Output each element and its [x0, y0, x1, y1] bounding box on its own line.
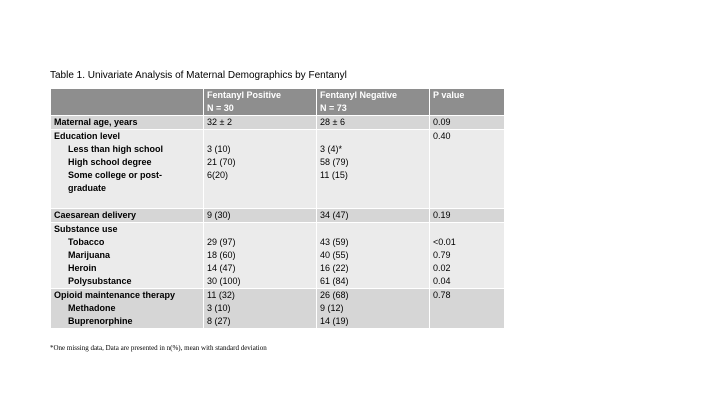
sub-label: Some college or post-graduate — [68, 170, 163, 193]
sub-label: Less than high school — [68, 144, 164, 154]
cell-positive: 3 (10) 21 (70) 6(20) — [204, 130, 317, 209]
header-fentanyl-negative — [317, 89, 430, 116]
table-footnote: *One missing data, Data are presented in n(%), mean with standard deviation — [50, 344, 267, 352]
cell-positive: 9 (30) — [204, 209, 317, 223]
row-label: Maternal age, years — [51, 116, 204, 130]
cell-p-value: 0.40 — [430, 130, 505, 209]
header-fentanyl-positive-n: N = 30 — [207, 103, 234, 113]
table-row-maternal-age — [51, 116, 505, 130]
cell-negative: 26 (68) 9 (12) 14 (19) — [317, 289, 430, 329]
row-label: Opioid maintenance therapy Methadone Buprenorphine — [51, 289, 204, 329]
cell-negative: 3 (4)* 58 (79) 11 (15) — [317, 130, 430, 209]
table — [50, 88, 505, 329]
cell-p-value: <0.01 0.79 0.02 0.04 — [430, 223, 505, 289]
table-caption: Table 1. Univariate Analysis of Maternal Demographics by Fentanyl — [50, 70, 347, 81]
cell-negative: 34 (47) — [317, 209, 430, 223]
sub-label: High school degree — [68, 157, 152, 167]
table-row-substance-use — [51, 223, 505, 289]
table-row-caesarean — [51, 209, 505, 223]
sub-label: Heroin — [68, 263, 97, 273]
header-fentanyl-negative-label: Fentanyl Negative — [320, 90, 398, 100]
table-header-row — [51, 89, 505, 116]
table-row-education — [51, 130, 505, 209]
cell-p-value: 0.09 — [430, 116, 505, 130]
sub-label: Methadone — [68, 303, 116, 313]
cell-negative: 28 ± 6 — [317, 116, 430, 130]
header-p-value: P value — [430, 89, 505, 116]
sub-label: Tobacco — [68, 237, 105, 247]
row-label: Substance use Tobacco Marijuana Heroin Polysubstance — [51, 223, 204, 289]
cell-p-value: 0.78 — [430, 289, 505, 329]
row-label: Education level Less than high school High school degree Some college or post-graduate — [51, 130, 204, 209]
table-row-opioid-maintenance — [51, 289, 505, 329]
cell-negative: 43 (59) 40 (55) 16 (22) 61 (84) — [317, 223, 430, 289]
cell-p-value: 0.19 — [430, 209, 505, 223]
row-label: Caesarean delivery — [51, 209, 204, 223]
header-fentanyl-positive — [204, 89, 317, 116]
cell-positive: 29 (97) 18 (60) 14 (47) 30 (100) — [204, 223, 317, 289]
header-empty — [51, 89, 204, 116]
cell-positive: 32 ± 2 — [204, 116, 317, 130]
sub-label: Buprenorphine — [68, 316, 133, 326]
cell-positive: 11 (32) 3 (10) 8 (27) — [204, 289, 317, 329]
header-fentanyl-negative-n: N = 73 — [320, 103, 347, 113]
header-fentanyl-positive-label: Fentanyl Positive — [207, 90, 282, 100]
demographics-table — [50, 88, 504, 329]
sub-label: Polysubstance — [68, 276, 132, 286]
sub-label: Marijuana — [68, 250, 111, 260]
